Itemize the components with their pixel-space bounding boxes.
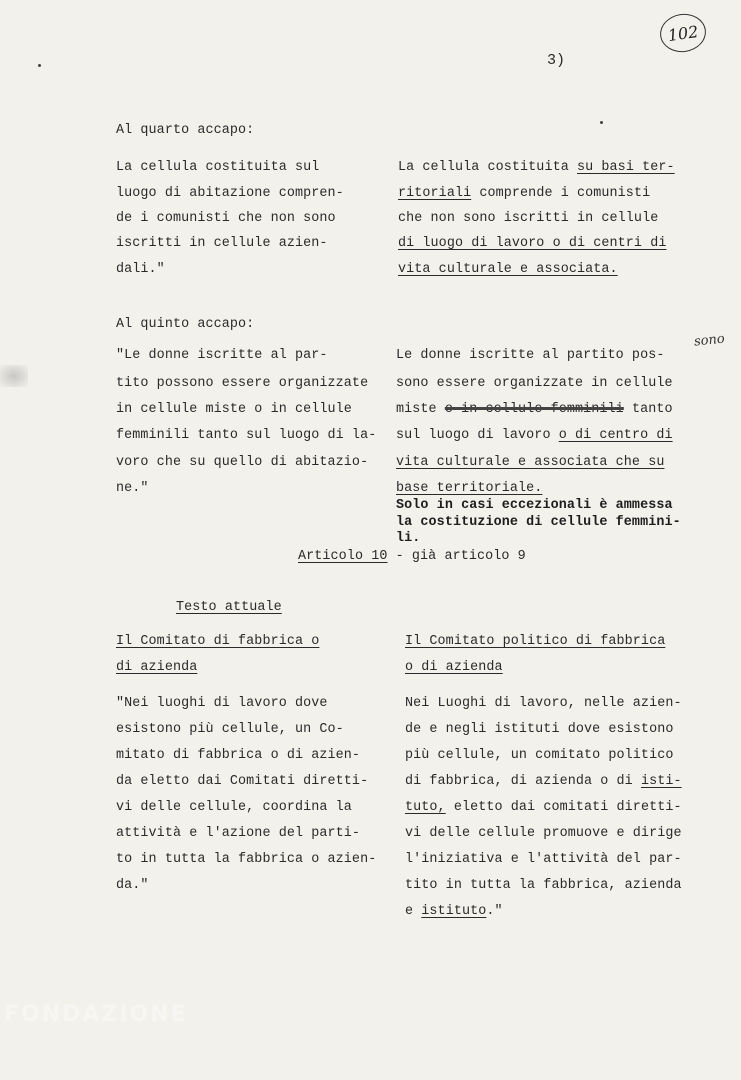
ink-smudge bbox=[0, 365, 28, 387]
text-line: Le donne iscritte al partito pos- bbox=[396, 348, 665, 363]
text-line: da eletto dai Comitati diretti- bbox=[116, 774, 369, 789]
article-title: Articolo 10 bbox=[298, 549, 388, 564]
article-subtitle: - già articolo 9 bbox=[387, 549, 526, 564]
underlined-text: ritoriali bbox=[398, 186, 472, 201]
text-span: di fabbrica, di azienda o di bbox=[405, 774, 641, 789]
text-line: vi delle cellule promuove e dirige bbox=[405, 826, 682, 841]
underlined-text-line: vita culturale e associata. bbox=[398, 262, 618, 277]
text-line bbox=[405, 774, 682, 790]
archive-stamp bbox=[658, 11, 709, 55]
text-line: esistono più cellule, un Co- bbox=[116, 722, 344, 737]
text-line: vi delle cellule, coordina la bbox=[116, 800, 352, 815]
archive-watermark: FONDAZIONE bbox=[4, 1002, 188, 1027]
handwritten-note: sono bbox=[693, 331, 726, 350]
text-line: iscritti in cellule azien- bbox=[116, 236, 328, 251]
text-line: l'iniziativa e l'attività del par- bbox=[405, 852, 682, 867]
stamp-number: 102 bbox=[666, 21, 700, 45]
right-column-title: Il Comitato politico di fabbrica bbox=[405, 634, 666, 649]
text-line: li. bbox=[396, 531, 421, 546]
text-line: attività e l'azione del parti- bbox=[116, 826, 361, 841]
text-line bbox=[398, 186, 650, 202]
text-line: voro che su quello di abitazio- bbox=[116, 455, 369, 470]
ink-dot bbox=[38, 64, 41, 67]
underlined-text-line: base territoriale. bbox=[396, 481, 543, 496]
text-line: luogo di abitazione compren- bbox=[116, 186, 344, 201]
struck-out-text: o in cellule femminili bbox=[444, 402, 624, 417]
text-line: più cellule, un comitato politico bbox=[405, 748, 674, 763]
section-heading-quinto: Al quinto accapo: bbox=[116, 317, 255, 332]
text-line bbox=[396, 428, 673, 444]
text-span: ." bbox=[486, 904, 503, 919]
text-line: Nei Luoghi di lavoro, nelle azien- bbox=[405, 696, 682, 711]
text-line: de i comunisti che non sono bbox=[116, 211, 336, 226]
section-heading-quarto: Al quarto accapo: bbox=[116, 123, 255, 138]
text-line: La cellula costituita sul bbox=[116, 160, 320, 175]
text-span: tanto bbox=[623, 402, 673, 417]
page-number: 3) bbox=[547, 52, 566, 69]
article-heading bbox=[298, 549, 526, 565]
text-line: in cellule miste o in cellule bbox=[116, 402, 352, 417]
text-line: ne." bbox=[116, 481, 149, 496]
text-line: Solo in casi eccezionali è ammessa bbox=[396, 498, 673, 513]
text-line bbox=[405, 904, 503, 920]
text-line bbox=[396, 402, 673, 418]
text-span: comprende i comunisti bbox=[471, 186, 651, 201]
right-column-title: o di azienda bbox=[405, 660, 503, 675]
text-line: tito in tutta la fabbrica, azienda bbox=[405, 878, 682, 893]
left-column-title: di azienda bbox=[116, 660, 198, 675]
text-line: "Nei luoghi di lavoro dove bbox=[116, 696, 328, 711]
text-span: e bbox=[405, 904, 422, 919]
text-line: dali." bbox=[116, 262, 165, 277]
text-span: eletto dai comitati diretti- bbox=[445, 800, 682, 815]
text-line: da." bbox=[116, 878, 149, 893]
left-column-title: Il Comitato di fabbrica o bbox=[116, 634, 320, 649]
text-line: de e negli istituti dove esistono bbox=[405, 722, 674, 737]
text-line: la costituzione di cellule femmini- bbox=[396, 515, 681, 530]
text-line: femminili tanto sul luogo di la- bbox=[116, 428, 377, 443]
underlined-text-line: vita culturale e associata che su bbox=[396, 455, 665, 470]
underlined-text: istituto bbox=[421, 904, 487, 919]
text-line bbox=[398, 160, 675, 176]
underlined-text: o di centro di bbox=[558, 428, 673, 443]
underlined-text: tuto, bbox=[405, 800, 446, 815]
underlined-text: isti- bbox=[640, 774, 682, 789]
text-line: to in tutta la fabbrica o azien- bbox=[116, 852, 377, 867]
text-line: mitato di fabbrica o di azien- bbox=[116, 748, 361, 763]
underlined-text-line: di luogo di lavoro o di centri di bbox=[398, 236, 667, 251]
text-line: sono essere organizzate in cellule bbox=[396, 376, 673, 391]
underlined-text: su basi ter- bbox=[577, 160, 675, 175]
text-span: sul luogo di lavoro bbox=[396, 428, 559, 443]
testo-attuale-heading: Testo attuale bbox=[176, 600, 282, 615]
ink-dot bbox=[600, 121, 603, 124]
text-span: miste bbox=[396, 402, 445, 417]
text-line: "Le donne iscritte al par- bbox=[116, 348, 328, 363]
text-span: La cellula costituita bbox=[398, 160, 577, 175]
text-line: che non sono iscritti in cellule bbox=[398, 211, 659, 226]
text-line: tito possono essere organizzate bbox=[116, 376, 369, 391]
text-line bbox=[405, 800, 682, 816]
